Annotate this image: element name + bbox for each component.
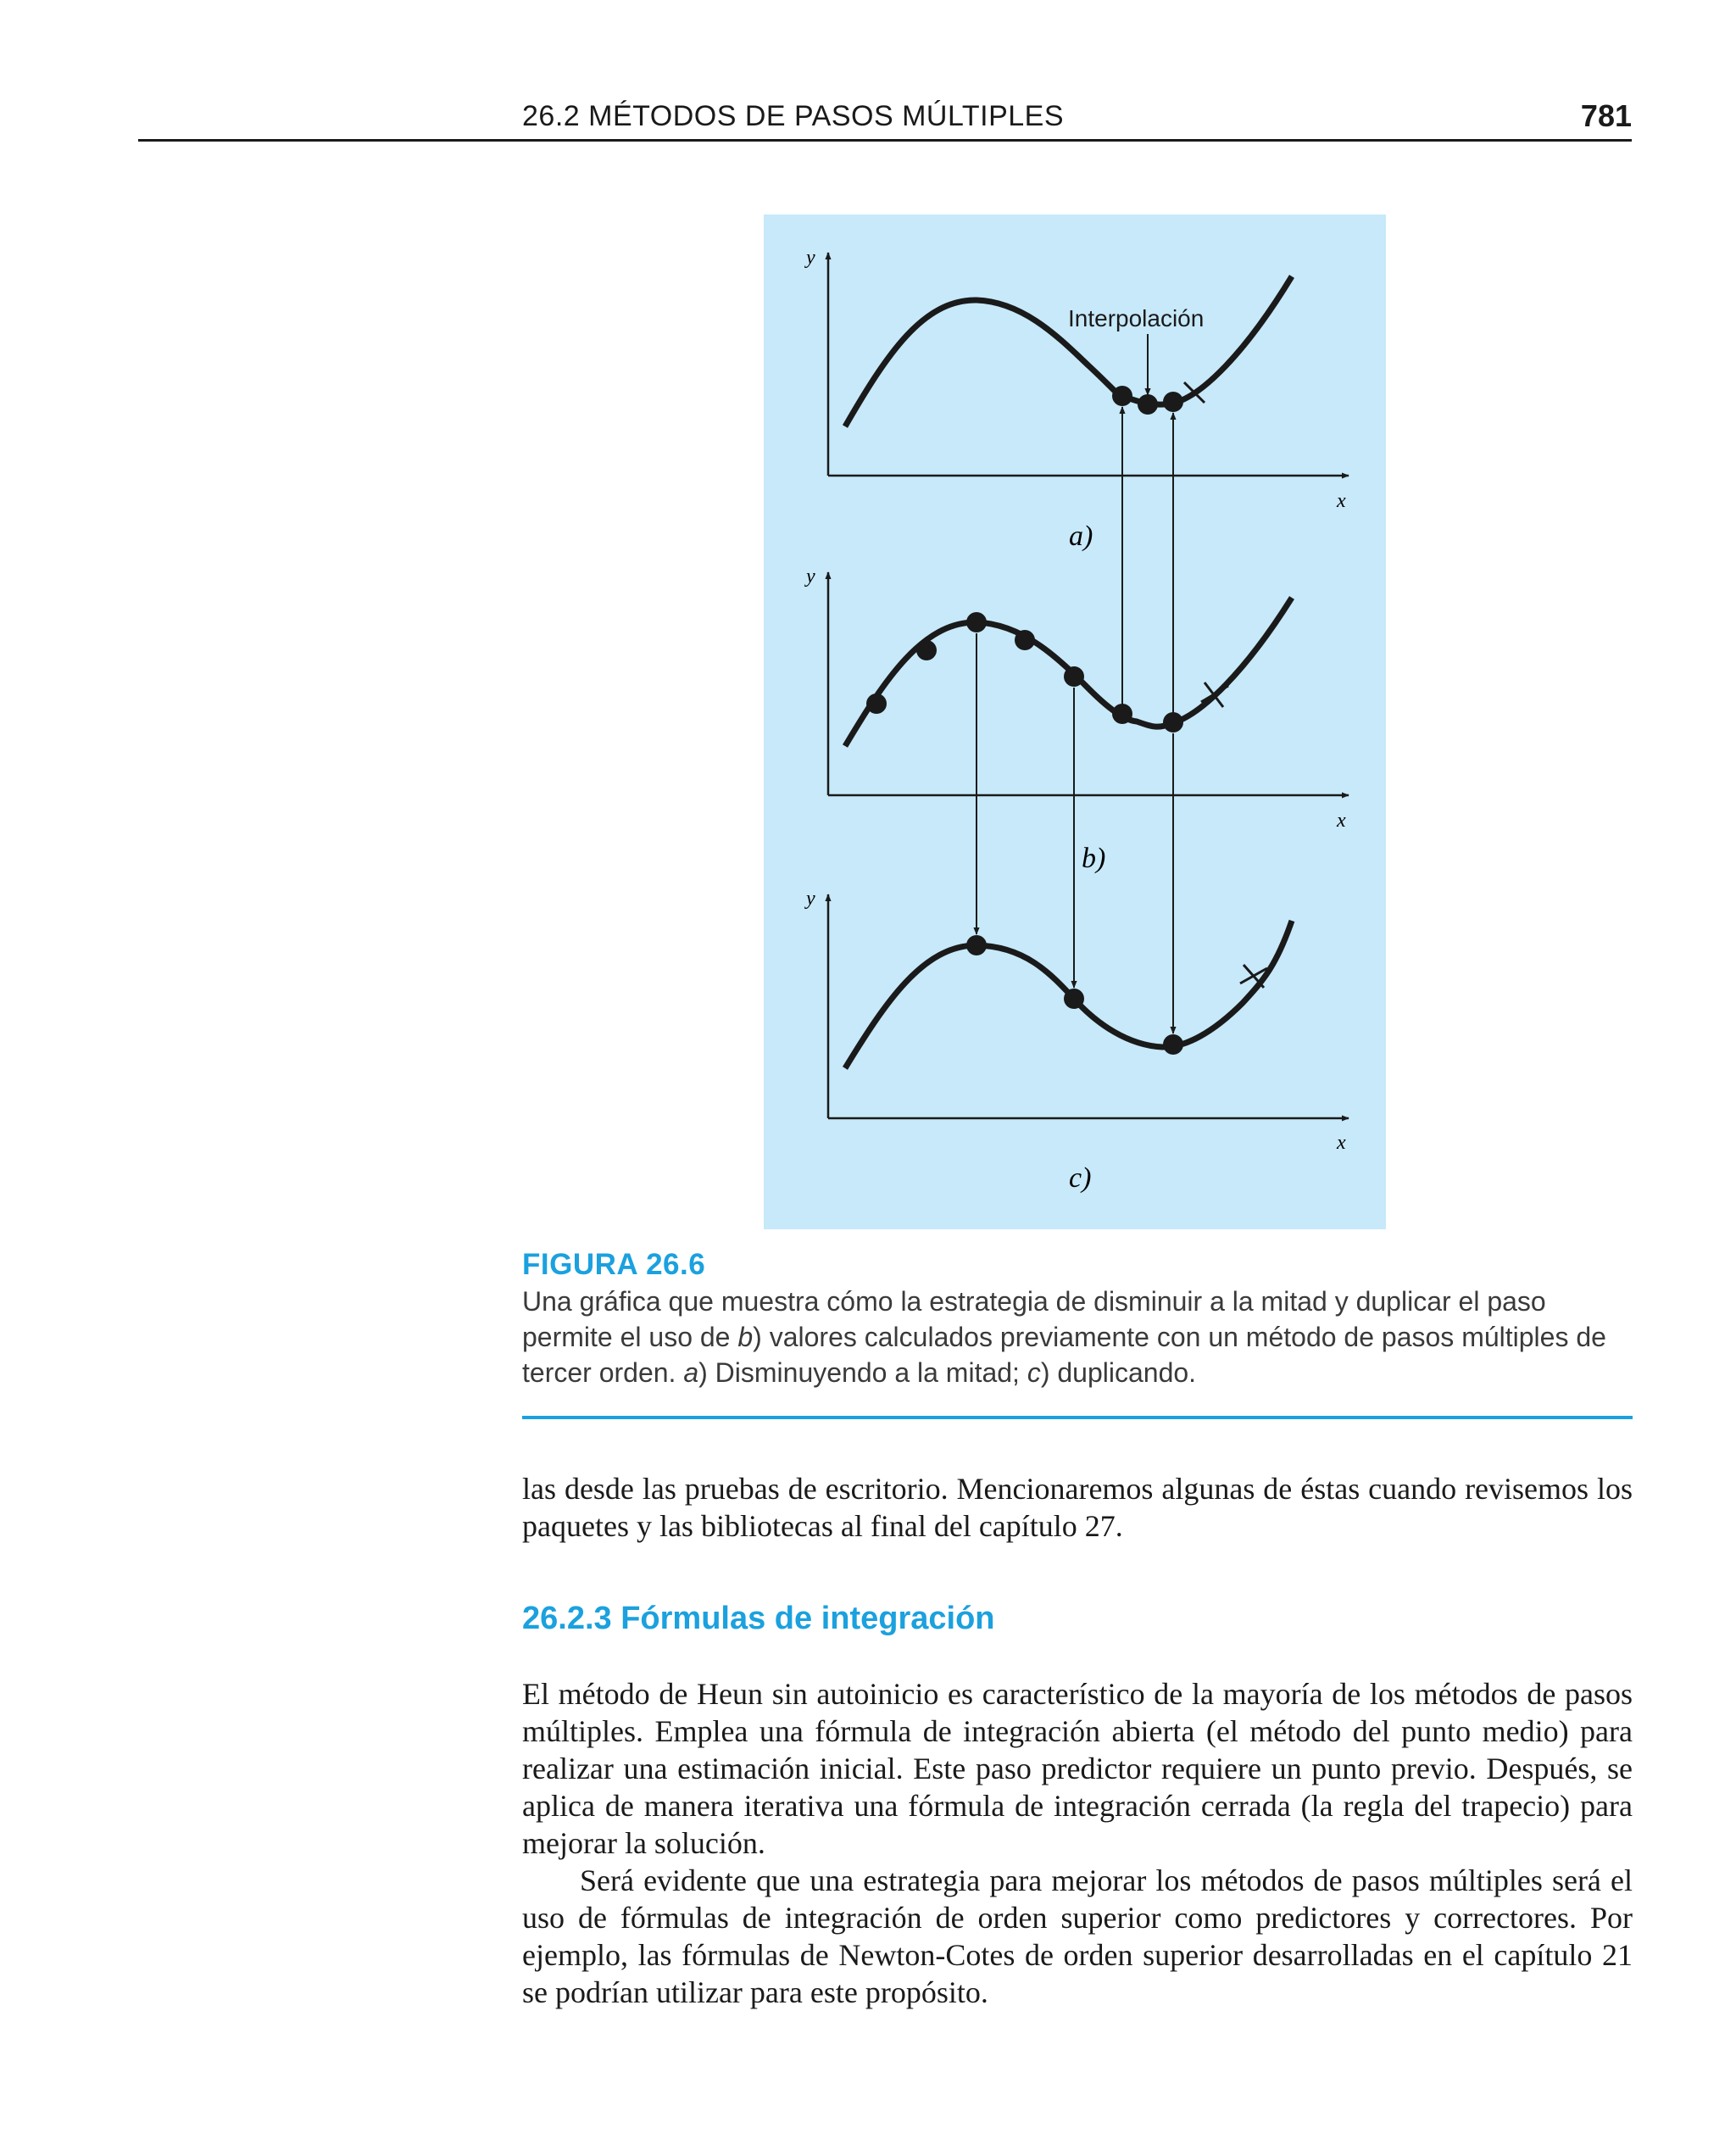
point-a-1: [1112, 386, 1132, 406]
caption-part-3: ) valores calculados previamente con un método de pasos múltiples de tercer orden.: [522, 1322, 1606, 1388]
y-axis-label-b: y: [806, 565, 815, 588]
figure-26-6: [764, 214, 1386, 1229]
x-axis-label-b: x: [1337, 810, 1346, 832]
caption-part-6: c: [1027, 1357, 1041, 1388]
point-c-3: [1163, 1034, 1183, 1055]
panel-a: [804, 247, 1349, 552]
connector-arrows: [976, 407, 1173, 1033]
caption-part-1: Una gráfica que muestra cómo la estrategia de disminuir a la mitad y duplicar el paso permite el uso de: [522, 1286, 1546, 1352]
point-b-6: [1112, 704, 1132, 724]
caption-part-5: ) Disminuyendo a la mitad;: [698, 1357, 1027, 1388]
caption-part-7: ) duplicando.: [1040, 1357, 1197, 1388]
point-c-2: [1064, 989, 1084, 1009]
point-b-3: [966, 612, 987, 632]
interpolation-label: Interpolación: [1068, 305, 1205, 331]
point-b-2: [916, 640, 937, 660]
x-axis-label-a: x: [1337, 490, 1346, 512]
caption-part-2: b: [737, 1322, 754, 1352]
caption-part-4: a: [683, 1357, 699, 1388]
point-b-4: [1015, 630, 1035, 650]
panel-c: [804, 888, 1349, 1194]
point-b-1: [866, 693, 887, 714]
y-axis-label-a: y: [806, 247, 815, 269]
paragraph-3-text: Será evidente que una estrategia para mejorar los métodos de pasos múltiples será el uso de fórmulas de integración de orden superior como predictores y correctores. Por ejemplo, las fórmulas de Newton-Cotes de orden superior desarrolladas en el capítulo 21 se podrían utilizar para este propósito.: [522, 1863, 1633, 2009]
y-axis-label-c: y: [806, 888, 815, 910]
curve-a: [845, 276, 1292, 426]
running-title: 26.2 MÉTODOS DE PASOS MÚLTIPLES: [522, 100, 1065, 132]
point-a-3: [1163, 392, 1183, 412]
figure-caption: [522, 1246, 1633, 1390]
panel-label-a: a): [1069, 521, 1093, 552]
point-b-7: [1163, 712, 1183, 732]
panel-b: [804, 565, 1349, 874]
panel-label-c: c): [1069, 1162, 1092, 1194]
point-b-5: [1064, 666, 1084, 687]
running-head: [138, 95, 1632, 142]
caption-label: FIGURA 26.6: [522, 1248, 706, 1281]
x-axis-label-c: x: [1337, 1132, 1346, 1154]
paragraph-2-text: El método de Heun sin autoinicio es característico de la mayoría de los métodos de pasos múltiples. Emplea una fórmula de integración abierta (el método del punto medio) para realizar una estimación inicial. Este paso predictor requiere un punto previo. Después, se aplica de manera iterativa una fórmula de integración cerrada (la regla del trapecio) para mejorar la solución.: [522, 1677, 1633, 1860]
panel-label-b: b): [1082, 843, 1106, 874]
point-c-1: [966, 935, 987, 955]
figure-drawing: [764, 214, 1386, 1229]
body-paragraphs: [522, 1675, 1633, 2011]
page-number: 781: [1580, 98, 1632, 133]
section-heading: 26.2.3 Fórmulas de integración: [522, 1601, 995, 1636]
paragraph-1-text: las desde las pruebas de escritorio. Mencionaremos algunas de éstas cuando revisemos los paquetes y las bibliotecas al final del capítulo 27.: [522, 1472, 1633, 1543]
caption-text: [522, 1284, 1633, 1390]
point-a-2: [1138, 394, 1158, 415]
caption-divider: [522, 1416, 1633, 1419]
body-paragraph-1: [522, 1470, 1633, 1545]
